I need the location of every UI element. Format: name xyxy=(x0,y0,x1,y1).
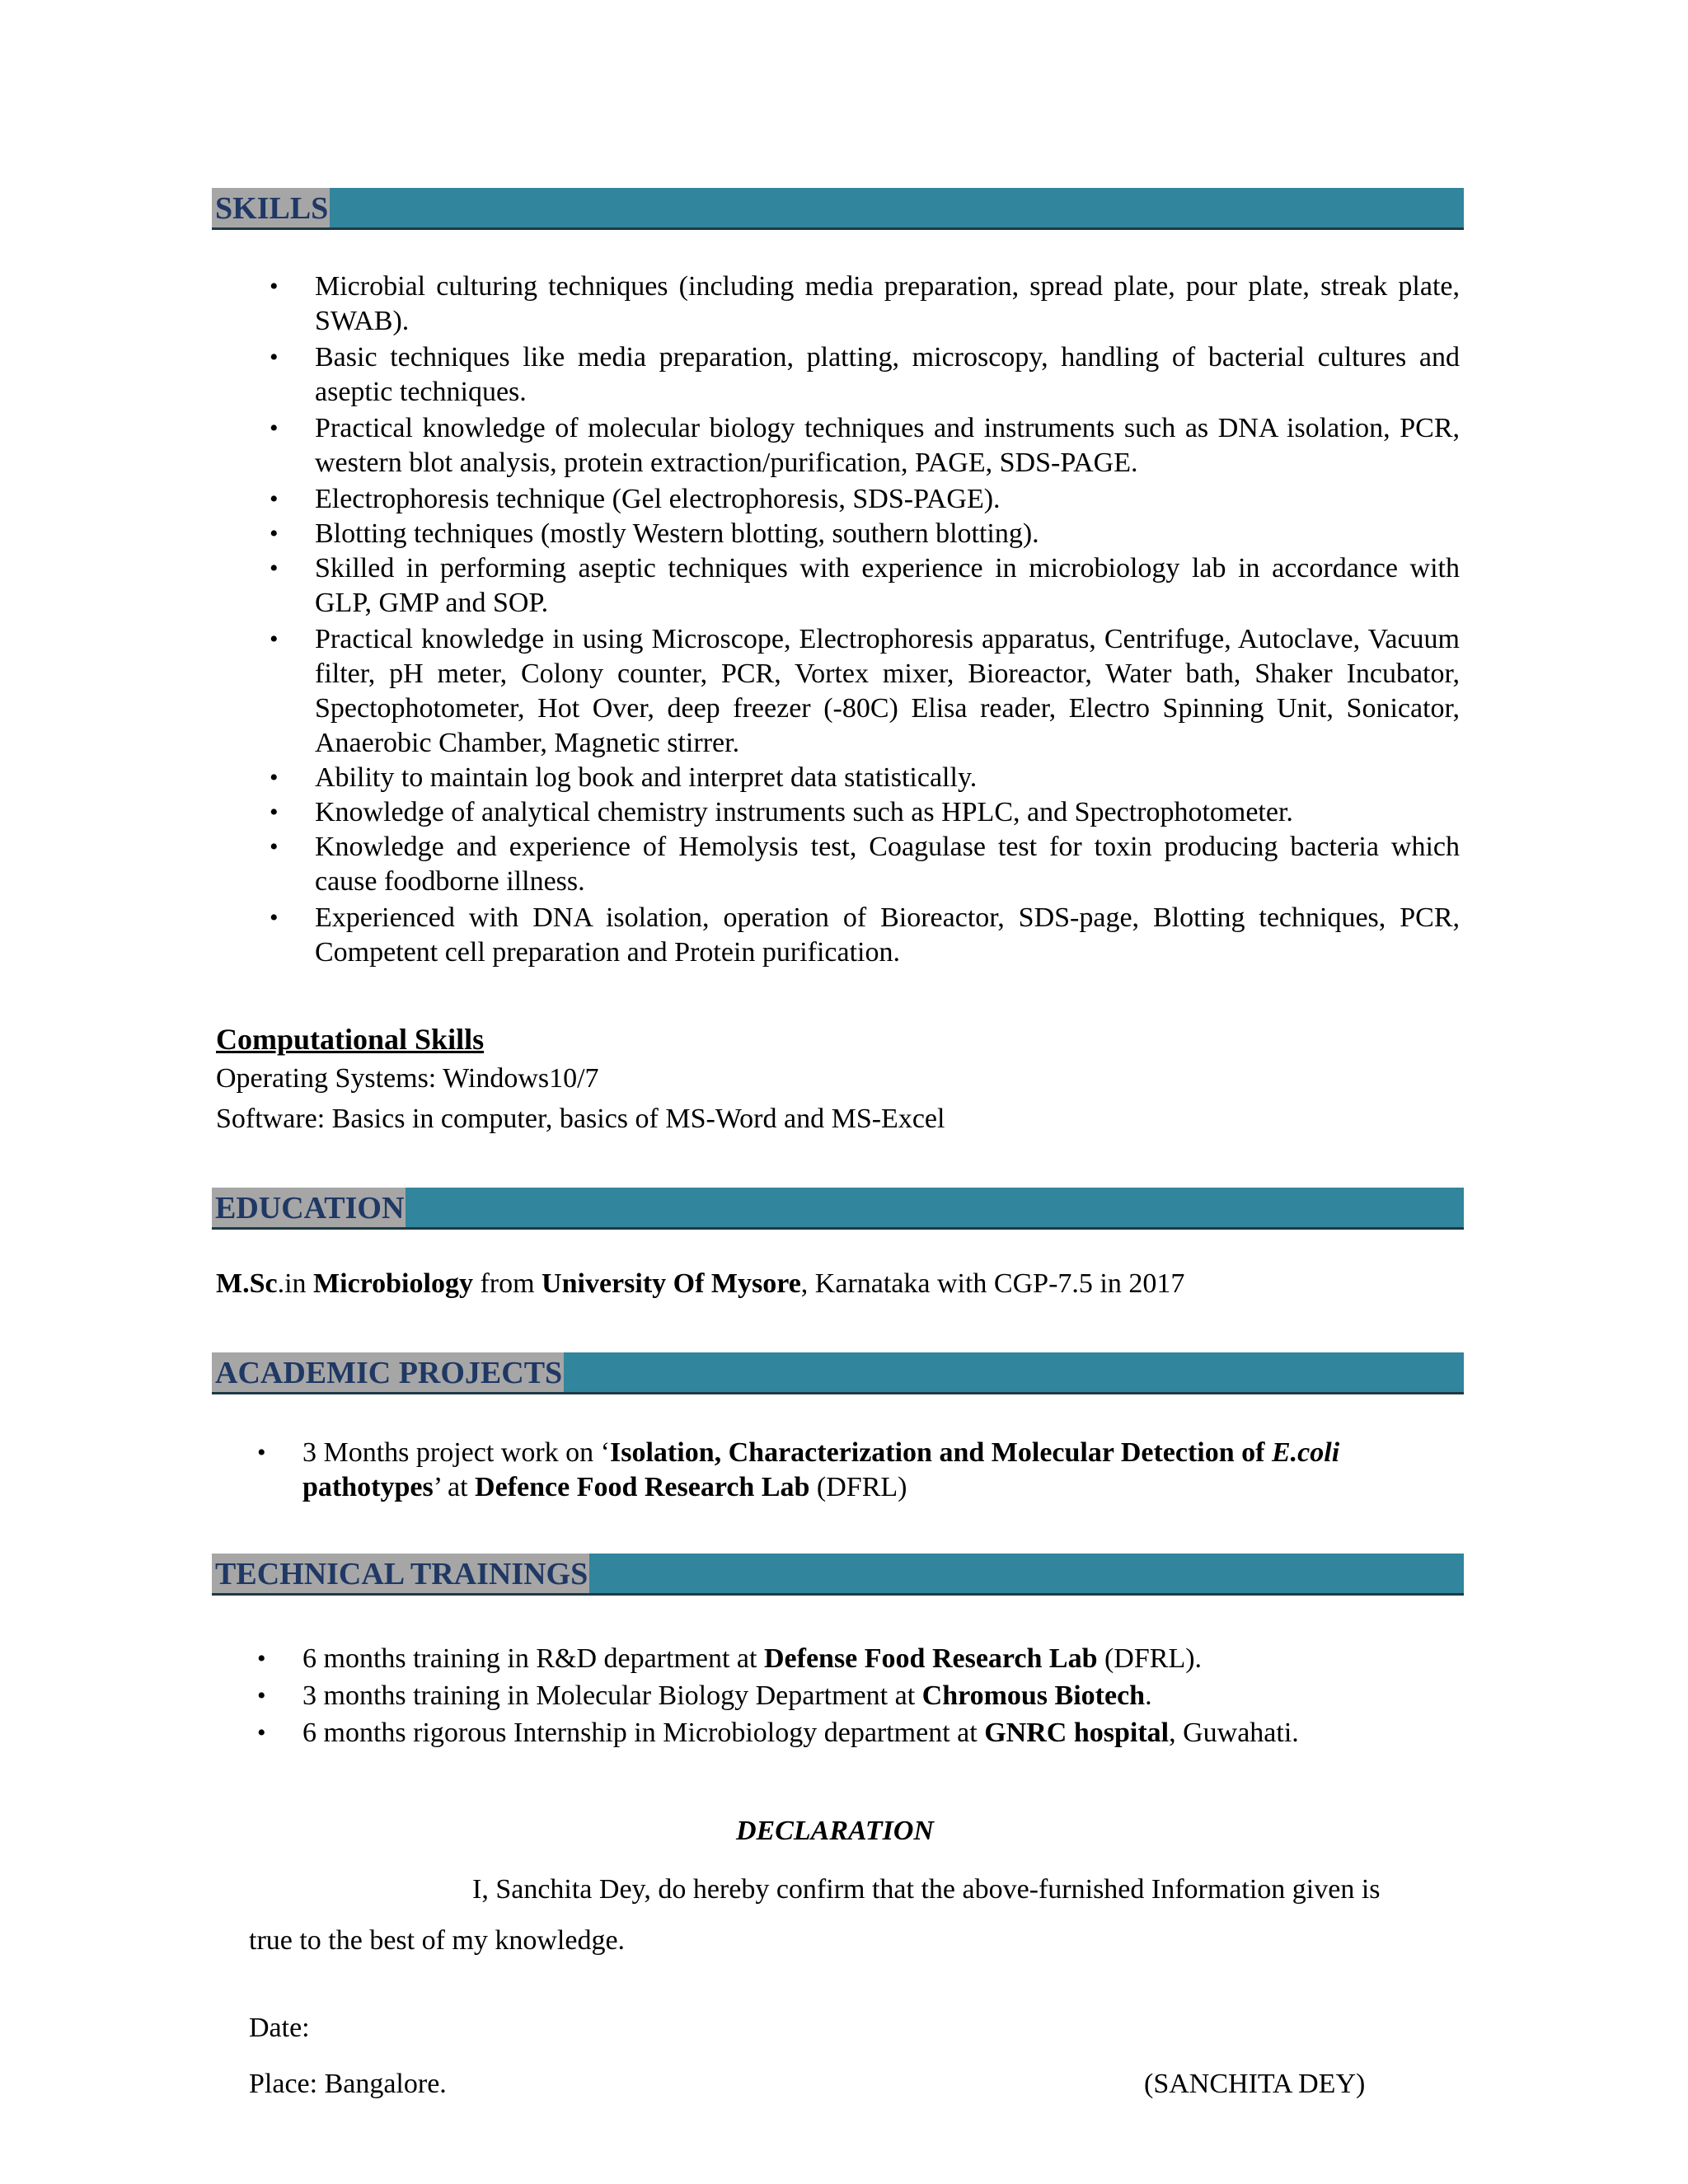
skill-item: • Practical knowledge in using Microscope, Electrophoresis apparatus, Centrifuge, Autoclave, Vacuum filter, pH meter, Colony counter, PCR, Vortex mixer, Bioreactor, Water bath, Shaker Incubator, Spectophotometer, Hot Over, deep freezer (-80C) Elisa reader, Electro Spinning Unit, Sonicator, Anaerobic Chamber, Magnetic stirrer. xyxy=(270,624,1460,758)
bullet-icon: • xyxy=(270,799,279,826)
declaration-line-2: true to the best of my knowledge. xyxy=(249,1925,626,1956)
training-item: • 6 months rigorous Internship in Microbiology department at GNRC hospital, Guwahati. xyxy=(302,1716,1456,1750)
education-heading: EDUCATION xyxy=(212,1188,406,1227)
projects-section-bar xyxy=(212,1352,1464,1394)
skills-list xyxy=(270,269,1460,970)
skill-item: • Electrophoresis technique (Gel electrophoresis, SDS-PAGE). xyxy=(315,482,1460,517)
bullet-icon: • xyxy=(270,520,279,547)
education-line: M.Sc.in Microbiology from University Of Mysore, Karnataka with CGP-7.5 in 2017 xyxy=(216,1268,1185,1299)
trainings-heading: TECHNICAL TRAININGS xyxy=(212,1554,589,1593)
date-label: Date: xyxy=(249,2013,310,2043)
operating-systems-line: Operating Systems: Windows10/7 xyxy=(216,1063,599,1094)
training-item: • 3 months training in Molecular Biology Department at Chromous Biotech. xyxy=(302,1679,1456,1713)
skill-item: • Knowledge of analytical chemistry instruments such as HPLC, and Spectrophotometer. xyxy=(315,795,1460,830)
bullet-icon: • xyxy=(270,415,279,442)
software-line: Software: Basics in computer, basics of MS-Word and MS-Excel xyxy=(216,1104,945,1134)
trainings-list xyxy=(257,1642,1456,1750)
bullet-icon: • xyxy=(257,1439,266,1466)
place-label: Place: Bangalore. xyxy=(249,2069,447,2099)
bullet-icon: • xyxy=(270,555,279,582)
bullet-icon: • xyxy=(270,485,279,513)
bullet-icon: • xyxy=(270,344,279,371)
bullet-icon: • xyxy=(270,626,279,653)
bullet-icon: • xyxy=(270,833,279,860)
projects-list xyxy=(257,1436,1444,1505)
bullet-icon: • xyxy=(270,904,279,931)
computational-skills-heading: Computational Skills xyxy=(216,1023,485,1056)
skill-item: • Blotting techniques (mostly Western blotting, southern blotting). xyxy=(315,517,1460,551)
bullet-icon: • xyxy=(257,1719,266,1746)
skills-heading: SKILLS xyxy=(212,188,330,227)
declaration-line-1: I, Sanchita Dey, do hereby confirm that the above-furnished Information given is xyxy=(472,1874,1381,1905)
skill-item: • Ability to maintain log book and interpret data statistically. xyxy=(315,761,1460,795)
projects-heading: ACADEMIC PROJECTS xyxy=(212,1352,564,1392)
declaration-heading: DECLARATION xyxy=(736,1816,934,1846)
trainings-section-bar xyxy=(212,1554,1464,1596)
skills-section-bar xyxy=(212,188,1464,230)
project-item: • 3 Months project work on ‘Isolation, Characterization and Molecular Detection of E.coli pathotypes’ at Defence Food Research Lab (DFRL) xyxy=(257,1437,1340,1502)
skill-item: • Skilled in performing aseptic techniques with experience in microbiology lab in accordance with GLP, GMP and SOP. xyxy=(270,553,1460,618)
bullet-icon: • xyxy=(270,273,279,300)
skill-item: • Practical knowledge of molecular biology techniques and instruments such as DNA isolation, PCR, western blot analysis, protein extraction/purification, PAGE, SDS-PAGE. xyxy=(270,413,1460,478)
training-item: • 6 months training in R&D department at Defense Food Research Lab (DFRL). xyxy=(302,1642,1456,1676)
skill-item: • Microbial culturing techniques (including media preparation, spread plate, pour plate, streak plate, SWAB). xyxy=(270,271,1460,336)
skill-item: • Knowledge and experience of Hemolysis test, Coagulase test for toxin producing bacteria which cause foodborne illness. xyxy=(270,832,1460,897)
education-section-bar xyxy=(212,1188,1464,1230)
bullet-icon: • xyxy=(257,1682,266,1709)
skill-item: • Experienced with DNA isolation, operation of Bioreactor, SDS-page, Blotting techniques, PCR, Competent cell preparation and Protein purification. xyxy=(270,902,1460,968)
skill-item: • Basic techniques like media preparation, platting, microscopy, handling of bacterial cultures and aseptic techniques. xyxy=(270,342,1460,407)
bullet-icon: • xyxy=(257,1645,266,1672)
signature-name: (SANCHITA DEY) xyxy=(1144,2069,1366,2099)
bullet-icon: • xyxy=(270,764,279,791)
